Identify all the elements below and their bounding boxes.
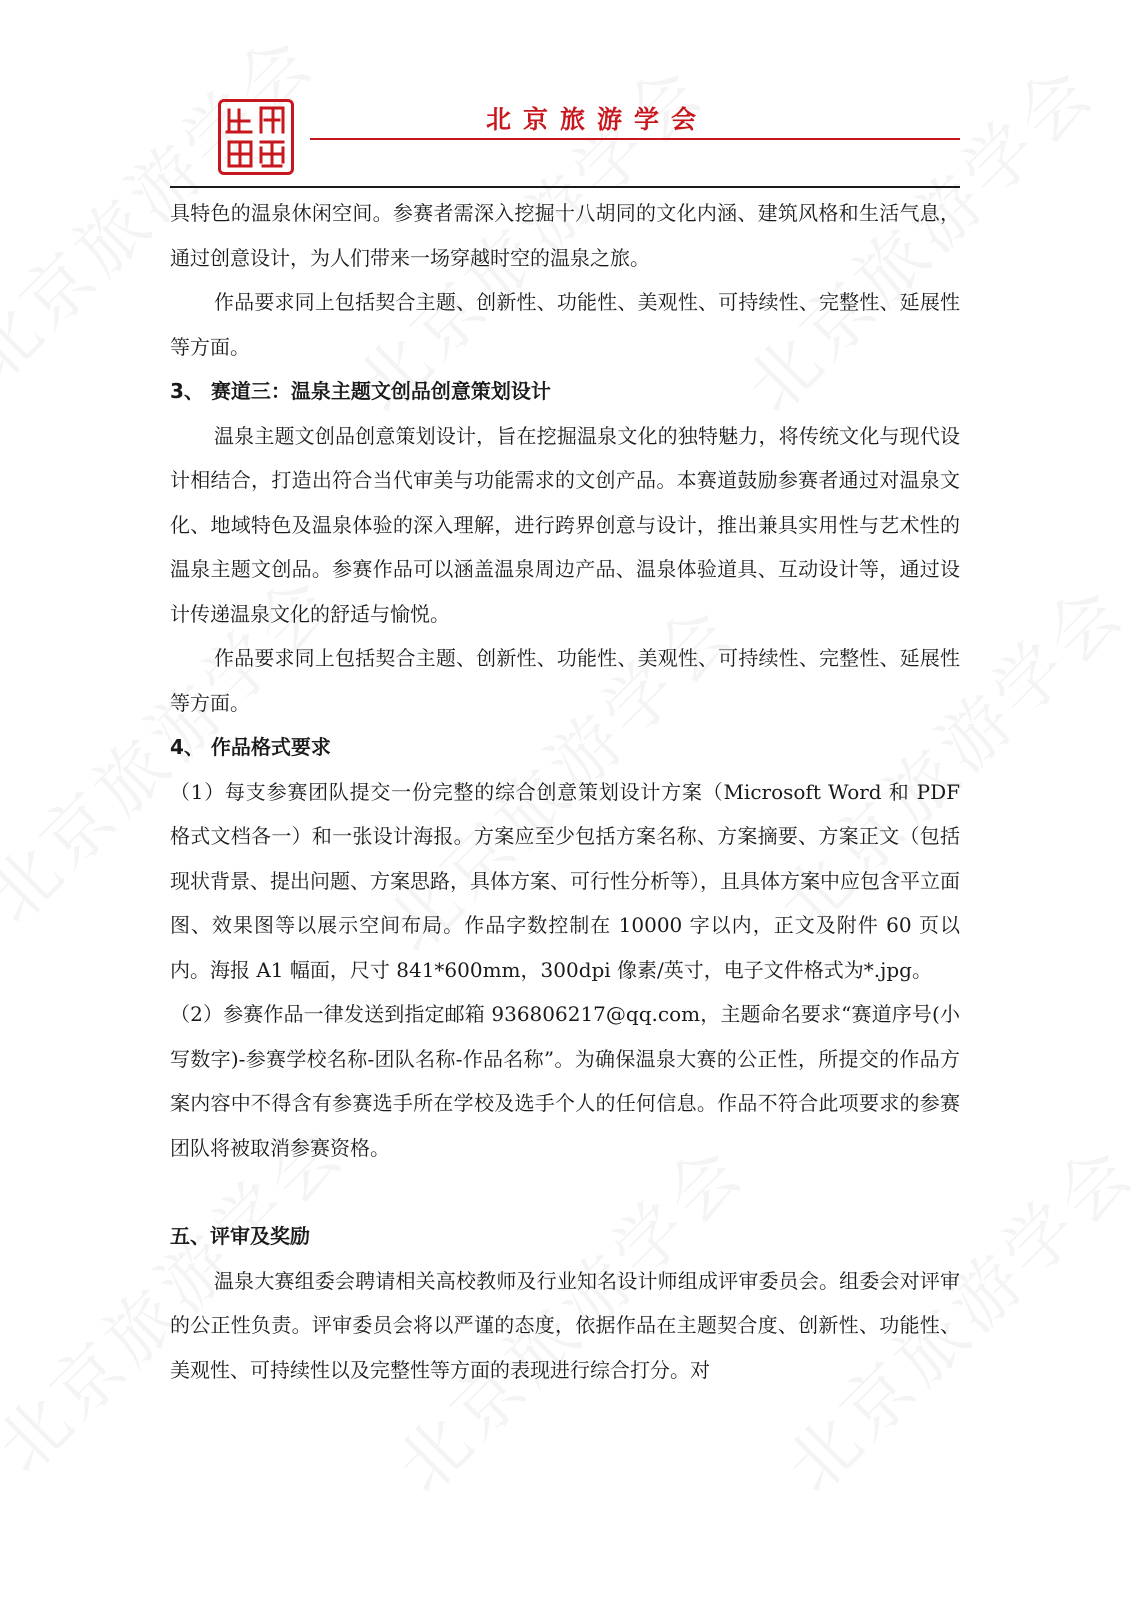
seal-logo — [218, 99, 294, 175]
document-body — [170, 191, 960, 1392]
header-divider — [170, 186, 960, 188]
paragraph: 作品要求同上包括契合主题、创新性、功能性、美观性、可持续性、完整性、延展性等方面。 — [170, 290, 960, 359]
section-heading: 五、评审及奖励 — [170, 1224, 310, 1248]
section-heading: 3、 赛道三：温泉主题文创品创意策划设计 — [170, 379, 551, 403]
organization-title: 北京旅游学会 — [486, 105, 709, 134]
paragraph: 温泉主题文创品创意策划设计，旨在挖掘温泉文化的独特魅力，将传统文化与现代设计相结合，打造出符合当代审美与功能需求的文创产品。本赛道鼓励参赛者通过对温泉文化、地域特色及温泉体验的深入理解，进行跨界创意与设计，推出兼具实用性与艺术性的温泉主题文创品。参赛作品可以涵盖温泉周边产品、温泉体验道具、互动设计等，通过设计传递温泉文化的舒适与愉悦。 — [170, 423, 960, 626]
seal-icon — [221, 102, 291, 172]
blank-line — [170, 1170, 960, 1214]
paragraph: （2）参赛作品一律发送到指定邮箱 936806217@qq.com，主题命名要求“赛道序号(小写数字)-参赛学校名称-团队名称-作品名称”。为确保温泉大赛的公正性，所提交的作品方案内容中不得含有参赛选手所在学校及选手个人的任何信息。作品不符合此项要求的参赛团队将被取消参赛资格。 — [170, 1002, 960, 1160]
paragraph: 具特色的温泉休闲空间。参赛者需深入挖掘十八胡同的文化内涵、建筑风格和生活气息，通过创意设计，为人们带来一场穿越时空的温泉之旅。 — [170, 201, 960, 270]
paragraph: 作品要求同上包括契合主题、创新性、功能性、美观性、可持续性、完整性、延展性等方面。 — [170, 646, 960, 715]
section-heading: 4、 作品格式要求 — [170, 735, 331, 759]
paragraph: 温泉大赛组委会聘请相关高校教师及行业知名设计师组成评审委员会。组委会对评审的公正性负责。评审委员会将以严谨的态度，依据作品在主题契合度、创新性、功能性、美观性、可持续性以及完整性等方面的表现进行综合打分。对 — [170, 1268, 960, 1382]
header-red-rule — [310, 138, 960, 140]
paragraph: （1）每支参赛团队提交一份完整的综合创意策划设计方案（Microsoft Word 和 PDF 格式文档各一）和一张设计海报。方案应至少包括方案名称、方案摘要、方案正文（包括现状背景、提出问题、方案思路，具体方案、可行性分析等），且具体方案中应包含平立面图、效果图等以展示空间布局。作品字数控制在 10000 字以内，正文及附件 60 页以内。海报 A1 幅面，尺寸 841*600mm，300dpi 像素/英寸，电子文件格式为*.jpg。 — [170, 779, 960, 982]
letterhead — [0, 0, 1131, 190]
